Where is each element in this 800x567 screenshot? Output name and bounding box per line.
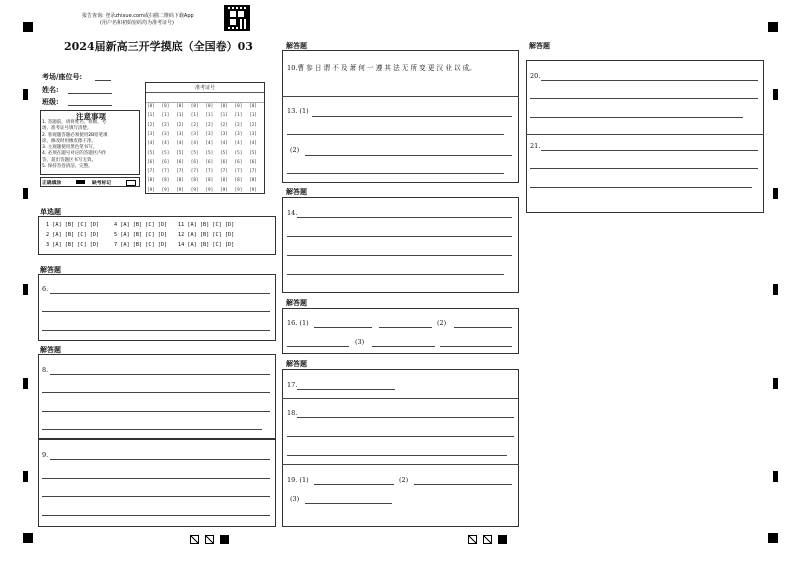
- exam-digit-bubble[interactable]: [8]: [190, 178, 199, 184]
- exam-digit-bubble[interactable]: [4]: [147, 141, 155, 147]
- exam-digit-bubble[interactable]: [2]: [190, 122, 199, 128]
- choice-item[interactable]: 7 [A] [B] [C] [D]: [114, 242, 168, 248]
- exam-digit-bubble[interactable]: [2]: [234, 122, 243, 128]
- exam-digit-bubble[interactable]: [6]: [220, 159, 228, 165]
- exam-digit-bubble[interactable]: [0]: [161, 104, 170, 109]
- exam-digit-bubble[interactable]: [5]: [205, 150, 214, 156]
- exam-digit-bubble[interactable]: [1]: [205, 113, 214, 119]
- exam-digit-bubble[interactable]: [3]: [147, 131, 155, 137]
- q9-label: 9.: [42, 451, 49, 459]
- answer-line[interactable]: [287, 346, 349, 347]
- exam-digit-bubble[interactable]: [6]: [234, 159, 243, 165]
- exam-digit-bubble[interactable]: [4]: [190, 141, 199, 147]
- answer-line[interactable]: [541, 80, 758, 81]
- note-line: 2. 客观题答题必须使用2B铅笔填: [42, 132, 108, 138]
- answer-line[interactable]: [314, 484, 394, 485]
- divider: [282, 96, 519, 97]
- choice-item[interactable]: 5 [A] [B] [C] [D]: [114, 232, 168, 238]
- exam-digit-bubble[interactable]: [2]: [147, 122, 155, 128]
- exam-digit-bubble[interactable]: [8]: [176, 178, 184, 184]
- timing-mark: [23, 378, 28, 389]
- note-line: 5. 保持答卷清洁、完整。: [42, 164, 93, 170]
- exam-digit-bubble[interactable]: [0]: [220, 104, 228, 109]
- page-marker-solid: [220, 535, 229, 544]
- exam-digit-bubble[interactable]: [1]: [220, 113, 228, 119]
- exam-digit-bubble[interactable]: [9]: [176, 187, 184, 193]
- timing-mark: [773, 378, 778, 389]
- answer-line[interactable]: [305, 503, 392, 504]
- answer-line[interactable]: [287, 274, 504, 275]
- exam-digit-bubble[interactable]: [7]: [190, 169, 199, 175]
- answer-line[interactable]: [305, 155, 512, 156]
- answer-line[interactable]: [530, 168, 758, 169]
- exam-digit-bubble[interactable]: [5]: [234, 150, 243, 156]
- page-marker-hatched: [190, 535, 199, 544]
- choice-row[interactable]: [178, 242, 234, 248]
- exam-digit-bubble[interactable]: [6]: [249, 159, 257, 165]
- exam-digit-bubble[interactable]: [1]: [147, 113, 155, 119]
- exam-digit-bubble[interactable]: [3]: [220, 131, 228, 137]
- choice-row[interactable]: [114, 242, 167, 248]
- answer-line[interactable]: [541, 150, 758, 151]
- divider: [526, 134, 764, 135]
- corner-mark-bottom-left: [23, 533, 33, 543]
- answer-line[interactable]: [297, 389, 395, 390]
- exam-digit-bubble[interactable]: [8]: [147, 178, 155, 184]
- answer-line[interactable]: [287, 173, 504, 174]
- divider: [282, 398, 519, 399]
- exam-digit-bubble[interactable]: [7]: [249, 169, 257, 175]
- choice-row[interactable]: [46, 242, 99, 248]
- exam-digit-bubble[interactable]: [2]: [161, 122, 170, 128]
- answer-line[interactable]: [297, 217, 512, 218]
- answer-line[interactable]: [287, 236, 512, 237]
- exam-digit-bubble[interactable]: [7]: [234, 169, 243, 175]
- q6-label: 6.: [42, 285, 49, 293]
- exam-digit-bubble[interactable]: [0]: [249, 104, 257, 109]
- exam-digit-bubble[interactable]: [4]: [249, 141, 257, 147]
- q13-1-label: 13. (1): [287, 107, 309, 115]
- answer-line[interactable]: [287, 134, 504, 135]
- q17-label: 17.: [287, 381, 298, 389]
- answer-line[interactable]: [312, 116, 512, 117]
- section-answer: 解答题: [286, 360, 307, 368]
- page-marker-solid: [498, 535, 507, 544]
- answer-line[interactable]: [50, 374, 270, 375]
- exam-digit-bubble[interactable]: [2]: [176, 122, 184, 128]
- name-label: 姓名:: [42, 85, 59, 94]
- exam-digit-bubble[interactable]: [1]: [190, 113, 199, 119]
- notes-title: 注意事项: [76, 112, 106, 121]
- choice-row[interactable]: [46, 232, 99, 238]
- timing-mark: [773, 471, 778, 482]
- correct-fill-label: 正确填涂: [42, 181, 62, 186]
- q16-1-label: 16. (1): [287, 319, 309, 327]
- section-answer: 解答题: [286, 299, 307, 307]
- choice-item[interactable]: 2 [A] [B] [C] [D]: [46, 232, 100, 238]
- corner-mark-bottom-right: [768, 533, 778, 543]
- q19-3-label: (3): [290, 495, 300, 503]
- section-answer: 解答题: [286, 188, 307, 196]
- exam-digit-bubble[interactable]: [9]: [234, 187, 243, 193]
- exam-digit-bubble[interactable]: [0]: [205, 104, 214, 109]
- answer-line[interactable]: [297, 417, 514, 418]
- exam-digit-bubble[interactable]: [6]: [176, 159, 184, 165]
- exam-digit-bubble[interactable]: [4]: [205, 141, 214, 147]
- answer-box-q8[interactable]: [38, 354, 276, 439]
- exam-digit-bubble[interactable]: [1]: [234, 113, 243, 119]
- answer-line[interactable]: [454, 327, 512, 328]
- correct-fill-sample: [76, 180, 85, 184]
- answer-box-q9[interactable]: [38, 439, 276, 527]
- exam-digit-bubble[interactable]: [7]: [176, 169, 184, 175]
- exam-digit-bubble[interactable]: [7]: [147, 169, 155, 175]
- q13-2-label: (2): [290, 146, 300, 154]
- answer-line[interactable]: [314, 327, 372, 328]
- section-single-choice: 单选题: [40, 208, 61, 216]
- name-field[interactable]: [68, 93, 112, 94]
- timing-mark: [23, 188, 28, 199]
- choice-row[interactable]: [178, 222, 234, 228]
- exam-digit-bubble[interactable]: [7]: [220, 169, 228, 175]
- choice-item[interactable]: 1 [A] [B] [C] [D]: [46, 222, 100, 228]
- exam-digit-bubble[interactable]: [3]: [249, 131, 257, 137]
- exam-digit-bubble[interactable]: [8]: [249, 178, 257, 184]
- timing-mark: [773, 188, 778, 199]
- page-marker-hatched: [205, 535, 214, 544]
- q18-label: 18.: [287, 409, 298, 417]
- exam-digit-bubble[interactable]: [4]: [176, 141, 184, 147]
- section-answer: 解答题: [40, 346, 61, 354]
- exam-digit-bubble[interactable]: [3]: [234, 131, 243, 137]
- exam-digit-bubble[interactable]: [5]: [220, 150, 228, 156]
- choice-item[interactable]: 14 [A] [B] [C] [D]: [178, 242, 235, 248]
- exam-digit-bubble[interactable]: [9]: [147, 187, 155, 193]
- timing-mark: [23, 89, 28, 100]
- note-line: 场、准考证号填写清楚。: [42, 126, 92, 132]
- seat-label: 考场/座位号:: [42, 72, 83, 81]
- timing-mark: [23, 284, 28, 295]
- exam-digit-bubble[interactable]: [6]: [190, 159, 199, 165]
- answer-line[interactable]: [530, 117, 743, 118]
- exam-digit-bubble[interactable]: [3]: [176, 131, 184, 137]
- exam-digit-bubble[interactable]: [7]: [161, 169, 170, 175]
- q10-text: 10.曹 参 日 谓 不 及 萧 何 一 遵 其 法 无 所 变 更 汉 业 以 成。: [287, 64, 476, 72]
- exam-digit-bubble[interactable]: [9]: [249, 187, 257, 193]
- report-notice-line1: 报告查询: 登录zhixue.com或扫描二维码下载App: [82, 13, 194, 19]
- answer-line[interactable]: [42, 392, 270, 393]
- answer-line[interactable]: [287, 436, 514, 437]
- exam-digit-bubble[interactable]: [0]: [176, 104, 184, 109]
- corner-mark-top-right: [768, 22, 778, 32]
- divider: [282, 464, 519, 465]
- note-line: 涂，修改时用橡皮擦干净。: [42, 138, 96, 144]
- exam-digit-bubble[interactable]: [0]: [147, 104, 155, 109]
- choice-item[interactable]: 4 [A] [B] [C] [D]: [114, 222, 168, 228]
- answer-line[interactable]: [287, 455, 507, 456]
- exam-digit-bubble[interactable]: [6]: [147, 159, 155, 165]
- exam-digit-bubble[interactable]: [6]: [161, 159, 170, 165]
- q19-1-label: 19. (1): [287, 476, 309, 484]
- exam-digit-bubble[interactable]: [3]: [161, 131, 170, 137]
- timing-mark: [773, 284, 778, 295]
- q19-2-label: (2): [399, 476, 409, 484]
- exam-digit-bubble[interactable]: [9]: [190, 187, 199, 193]
- choice-item[interactable]: 3 [A] [B] [C] [D]: [46, 242, 100, 248]
- exam-digit-bubble[interactable]: [3]: [205, 131, 214, 137]
- exam-digit-bubble[interactable]: [9]: [161, 187, 170, 193]
- exam-digit-bubble[interactable]: [0]: [190, 104, 199, 109]
- note-line: 4. 必须在题号对应的答题区内作: [42, 151, 107, 157]
- exam-digit-bubble[interactable]: [2]: [220, 122, 228, 128]
- exam-digit-bubble[interactable]: [3]: [190, 131, 199, 137]
- report-notice-line2: (用户名和初始密码均为准考证号): [100, 20, 174, 26]
- answer-line[interactable]: [372, 346, 435, 347]
- exam-digit-bubble[interactable]: [1]: [161, 113, 170, 119]
- note-line: 答，超出答题区书写无效。: [42, 157, 96, 163]
- notes-lines: [42, 120, 108, 170]
- qr-code: [224, 5, 250, 31]
- page-marker-hatched: [483, 535, 492, 544]
- q16-2-label: (2): [437, 319, 447, 327]
- answer-line[interactable]: [530, 187, 752, 188]
- exam-digit-bubble[interactable]: [8]: [205, 178, 214, 184]
- choice-item[interactable]: 11 [A] [B] [C] [D]: [178, 222, 235, 228]
- q8-label: 8.: [42, 366, 49, 374]
- exam-number-label: 准考证号: [146, 84, 264, 93]
- exam-digit-bubble[interactable]: [4]: [161, 141, 170, 147]
- choice-row[interactable]: [178, 232, 234, 238]
- exam-digit-bubble[interactable]: [2]: [205, 122, 214, 128]
- exam-digit-bubble[interactable]: [5]: [161, 150, 170, 156]
- note-line: 3. 主观题使用黑色笔书写。: [42, 145, 98, 151]
- answer-line[interactable]: [42, 515, 270, 516]
- note-line: 1. 答题前，请将姓名、班级、考: [42, 120, 107, 125]
- exam-digit-bubble[interactable]: [1]: [176, 113, 184, 119]
- answer-line[interactable]: [42, 496, 270, 497]
- choice-row[interactable]: [46, 222, 99, 228]
- exam-digit-bubble[interactable]: [5]: [176, 150, 184, 156]
- answer-line[interactable]: [530, 98, 758, 99]
- seat-field[interactable]: [95, 80, 111, 81]
- answer-box-q16[interactable]: [282, 308, 519, 354]
- page-title: 2024届新高三开学摸底（全国卷）03: [64, 40, 253, 53]
- answer-line[interactable]: [414, 484, 512, 485]
- q14-label: 14.: [287, 209, 298, 217]
- exam-digit-bubble[interactable]: [0]: [234, 104, 243, 109]
- choice-row[interactable]: [114, 232, 167, 238]
- section-answer: 解答题: [286, 42, 307, 50]
- section-answer: 解答题: [40, 266, 61, 274]
- page-marker-hatched: [468, 535, 477, 544]
- answer-line[interactable]: [440, 346, 512, 347]
- answer-line[interactable]: [42, 311, 270, 312]
- q21-label: 21.: [530, 142, 541, 150]
- exam-digit-bubble[interactable]: [8]: [220, 178, 228, 184]
- exam-digit-bubble[interactable]: [5]: [147, 150, 155, 156]
- choice-item[interactable]: 12 [A] [B] [C] [D]: [178, 232, 235, 238]
- answer-box-q14[interactable]: [282, 197, 519, 293]
- exam-digit-bubble[interactable]: [9]: [205, 187, 214, 193]
- exam-digit-bubble[interactable]: [8]: [161, 178, 170, 184]
- exam-digit-bubble[interactable]: [6]: [205, 159, 214, 165]
- exam-digit-bubble[interactable]: [2]: [249, 122, 257, 128]
- exam-digit-bubble[interactable]: [8]: [234, 178, 243, 184]
- choice-row[interactable]: [114, 222, 167, 228]
- timing-mark: [23, 471, 28, 482]
- class-label: 班级:: [42, 97, 59, 106]
- answer-line[interactable]: [379, 327, 432, 328]
- exam-digit-bubble[interactable]: [5]: [249, 150, 257, 156]
- answer-box-q20-21[interactable]: [526, 60, 764, 213]
- q20-label: 20.: [530, 72, 541, 80]
- missing-mark-box[interactable]: [126, 180, 136, 186]
- answer-line[interactable]: [42, 330, 270, 331]
- answer-line[interactable]: [287, 255, 512, 256]
- missing-mark-label: 缺考标记: [92, 181, 112, 186]
- answer-line[interactable]: [50, 459, 270, 460]
- section-answer: 解答题: [529, 42, 550, 50]
- answer-line[interactable]: [50, 293, 270, 294]
- class-field[interactable]: [68, 105, 112, 106]
- exam-digit-bubble[interactable]: [7]: [205, 169, 214, 175]
- answer-line[interactable]: [42, 429, 262, 430]
- answer-line[interactable]: [42, 478, 270, 479]
- exam-digit-bubble[interactable]: [1]: [249, 113, 257, 119]
- exam-digit-bubble[interactable]: [5]: [190, 150, 199, 156]
- exam-digit-bubble[interactable]: [4]: [220, 141, 228, 147]
- timing-mark: [773, 89, 778, 100]
- exam-digit-bubble[interactable]: [4]: [234, 141, 243, 147]
- answer-line[interactable]: [42, 411, 270, 412]
- exam-digit-bubble[interactable]: [9]: [220, 187, 228, 193]
- corner-mark-top-left: [23, 22, 33, 32]
- q16-3-label: (3): [355, 338, 365, 346]
